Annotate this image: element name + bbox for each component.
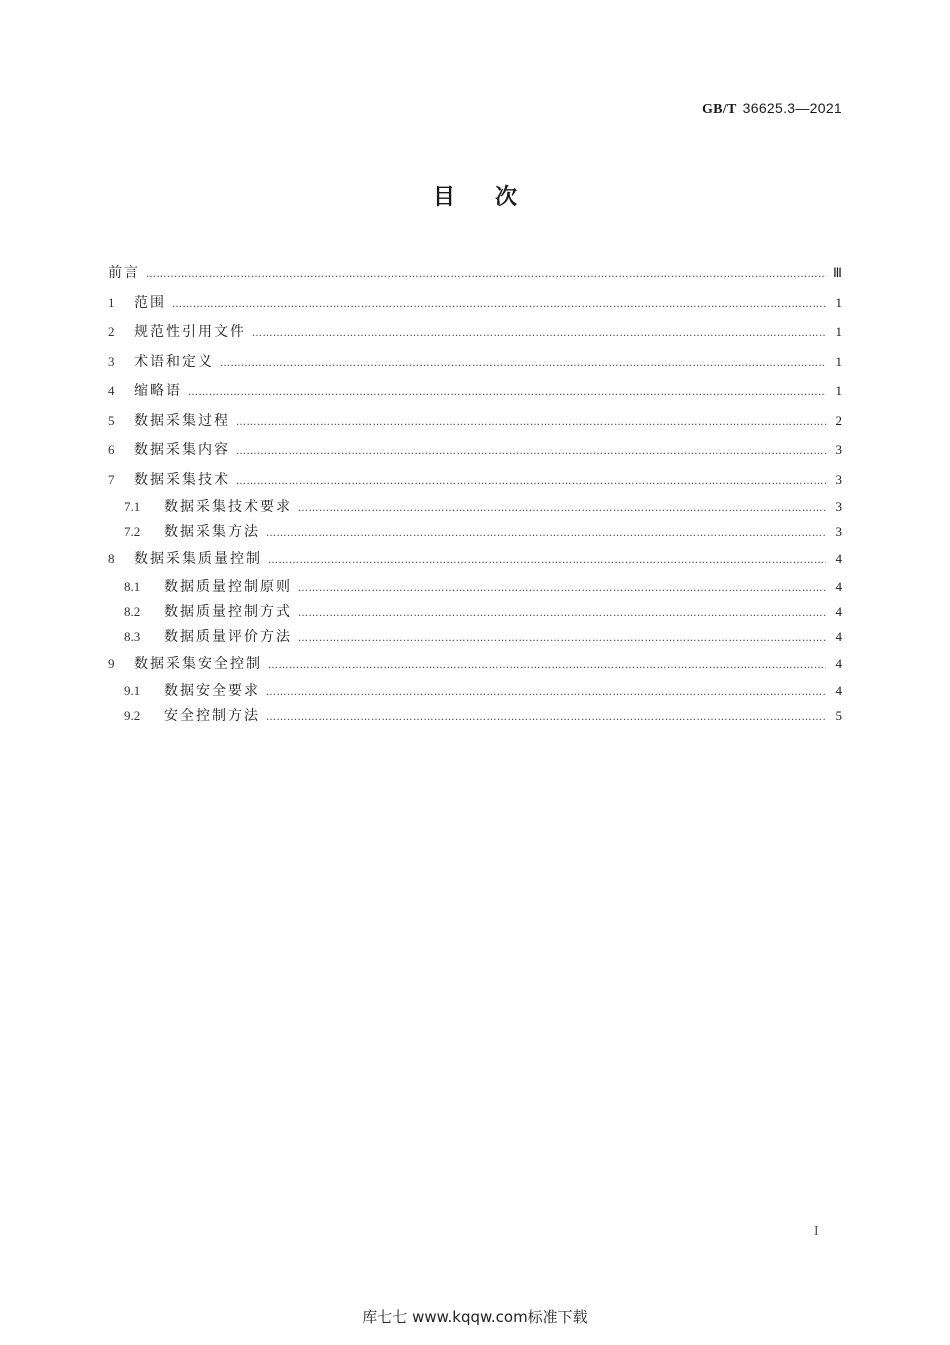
- toc-entry-page: 4: [835, 578, 842, 594]
- toc-entry-page: 3: [835, 499, 842, 514]
- toc-entry-page: 2: [835, 412, 842, 428]
- standard-code: [702, 100, 842, 118]
- toc-dot-leader: [236, 467, 826, 497]
- toc-entry-label: 缩略语: [134, 383, 182, 399]
- toc-dot-leader: [266, 680, 826, 705]
- toc-entry-number: 7.1: [124, 499, 141, 514]
- toc-entry-page: 1: [835, 324, 842, 339]
- toc-dot-leader: [268, 546, 826, 576]
- toc-entry-label: 数据采集技术: [134, 471, 230, 488]
- toc-entry-page: 4: [835, 603, 842, 619]
- toc-entry-number: 8.1: [124, 578, 141, 594]
- toc-entry-page: 3: [835, 524, 842, 539]
- toc-entry-page: 1: [835, 294, 842, 310]
- toc-entry-page: 4: [835, 655, 842, 671]
- toc-entry-page: 4: [835, 628, 842, 644]
- standard-number: 36625.3—2021: [742, 100, 842, 116]
- standard-prefix: GB/T: [701, 102, 737, 117]
- toc-entry-number: 5: [108, 412, 115, 428]
- toc-entry-label: 前言: [108, 265, 140, 281]
- toc-dot-leader: [298, 626, 826, 651]
- toc-entry-page: 4: [835, 683, 842, 698]
- table-of-contents: [108, 258, 842, 728]
- toc-entry-page: 1: [835, 353, 842, 369]
- toc-entry-page: 3: [835, 471, 842, 487]
- toc-entry-number: 9.1: [124, 683, 141, 698]
- toc-dot-leader: [220, 349, 826, 379]
- toc-entry-label: 安全控制方法: [164, 708, 260, 724]
- toc-dot-leader: [236, 437, 826, 467]
- toc-entry-label: 数据质量控制方式: [164, 603, 292, 620]
- toc-dot-leader: [146, 260, 826, 290]
- toc-entry-page: 4: [835, 551, 842, 566]
- toc-dot-leader: [298, 496, 826, 521]
- toc-entry-number: 8.3: [124, 628, 141, 644]
- toc-entry[interactable]: [108, 288, 842, 318]
- toc-dot-leader: [268, 651, 826, 681]
- toc-entry-number: 9: [108, 655, 115, 671]
- toc-entry-number: 3: [108, 353, 115, 369]
- toc-entry-page: 5: [835, 708, 842, 723]
- toc-dot-leader: [236, 408, 826, 438]
- toc-dot-leader: [188, 378, 826, 408]
- toc-entry[interactable]: [108, 347, 842, 377]
- toc-entry[interactable]: [108, 258, 842, 288]
- toc-entry[interactable]: [108, 435, 842, 465]
- page-title: 目次: [432, 185, 557, 210]
- toc-entry-label: 术语和定义: [134, 353, 214, 370]
- toc-entry-number: 6: [108, 442, 115, 457]
- toc-entry[interactable]: [108, 678, 842, 703]
- toc-entry[interactable]: [108, 624, 842, 649]
- toc-entry[interactable]: [108, 406, 842, 436]
- toc-entry-label: 数据质量评价方法: [164, 628, 292, 645]
- toc-entry-label: 数据采集过程: [134, 412, 230, 429]
- toc-entry[interactable]: [108, 494, 842, 519]
- toc-entry[interactable]: [108, 599, 842, 624]
- toc-entry[interactable]: [108, 376, 842, 406]
- toc-entry-label: 数据安全要求: [164, 683, 260, 699]
- toc-entry-number: 9.2: [124, 708, 141, 723]
- toc-dot-leader: [266, 521, 826, 546]
- toc-entry[interactable]: [108, 574, 842, 599]
- toc-entry-number: 7: [108, 471, 115, 487]
- toc-dot-leader: [252, 319, 826, 349]
- toc-dot-leader: [266, 705, 826, 730]
- toc-entry-label: 数据采集方法: [164, 524, 260, 540]
- toc-entry-number: 2: [108, 324, 115, 339]
- toc-entry-label: 数据采集质量控制: [134, 551, 262, 567]
- toc-entry-number: 7.2: [124, 524, 141, 539]
- toc-entry-page: 3: [835, 442, 842, 457]
- toc-dot-leader: [298, 601, 826, 626]
- toc-entry-page: 1: [835, 383, 842, 398]
- toc-entry[interactable]: [108, 703, 842, 728]
- toc-entry-label: 规范性引用文件: [134, 324, 246, 340]
- toc-entry-number: 1: [108, 294, 115, 310]
- toc-dot-leader: [298, 576, 826, 601]
- toc-dot-leader: [172, 290, 826, 320]
- page-number: I: [814, 1224, 819, 1239]
- toc-entry[interactable]: [108, 544, 842, 574]
- toc-entry-number: 4: [108, 383, 115, 398]
- footer-watermark: 库七七 www.kqqw.com标准下载: [362, 1308, 588, 1326]
- toc-entry[interactable]: [108, 465, 842, 495]
- toc-entry-label: 数据采集安全控制: [134, 655, 262, 672]
- toc-entry[interactable]: [108, 317, 842, 347]
- toc-entry-label: 数据质量控制原则: [164, 578, 292, 595]
- toc-entry-label: 范围: [134, 294, 166, 311]
- toc-entry-label: 数据采集内容: [134, 442, 230, 458]
- toc-entry-number: 8: [108, 551, 115, 566]
- toc-entry[interactable]: [108, 519, 842, 544]
- toc-entry-label: 数据采集技术要求: [164, 499, 292, 515]
- toc-entry-page: Ⅲ: [833, 265, 842, 280]
- toc-entry-number: 8.2: [124, 603, 141, 619]
- toc-entry[interactable]: [108, 649, 842, 679]
